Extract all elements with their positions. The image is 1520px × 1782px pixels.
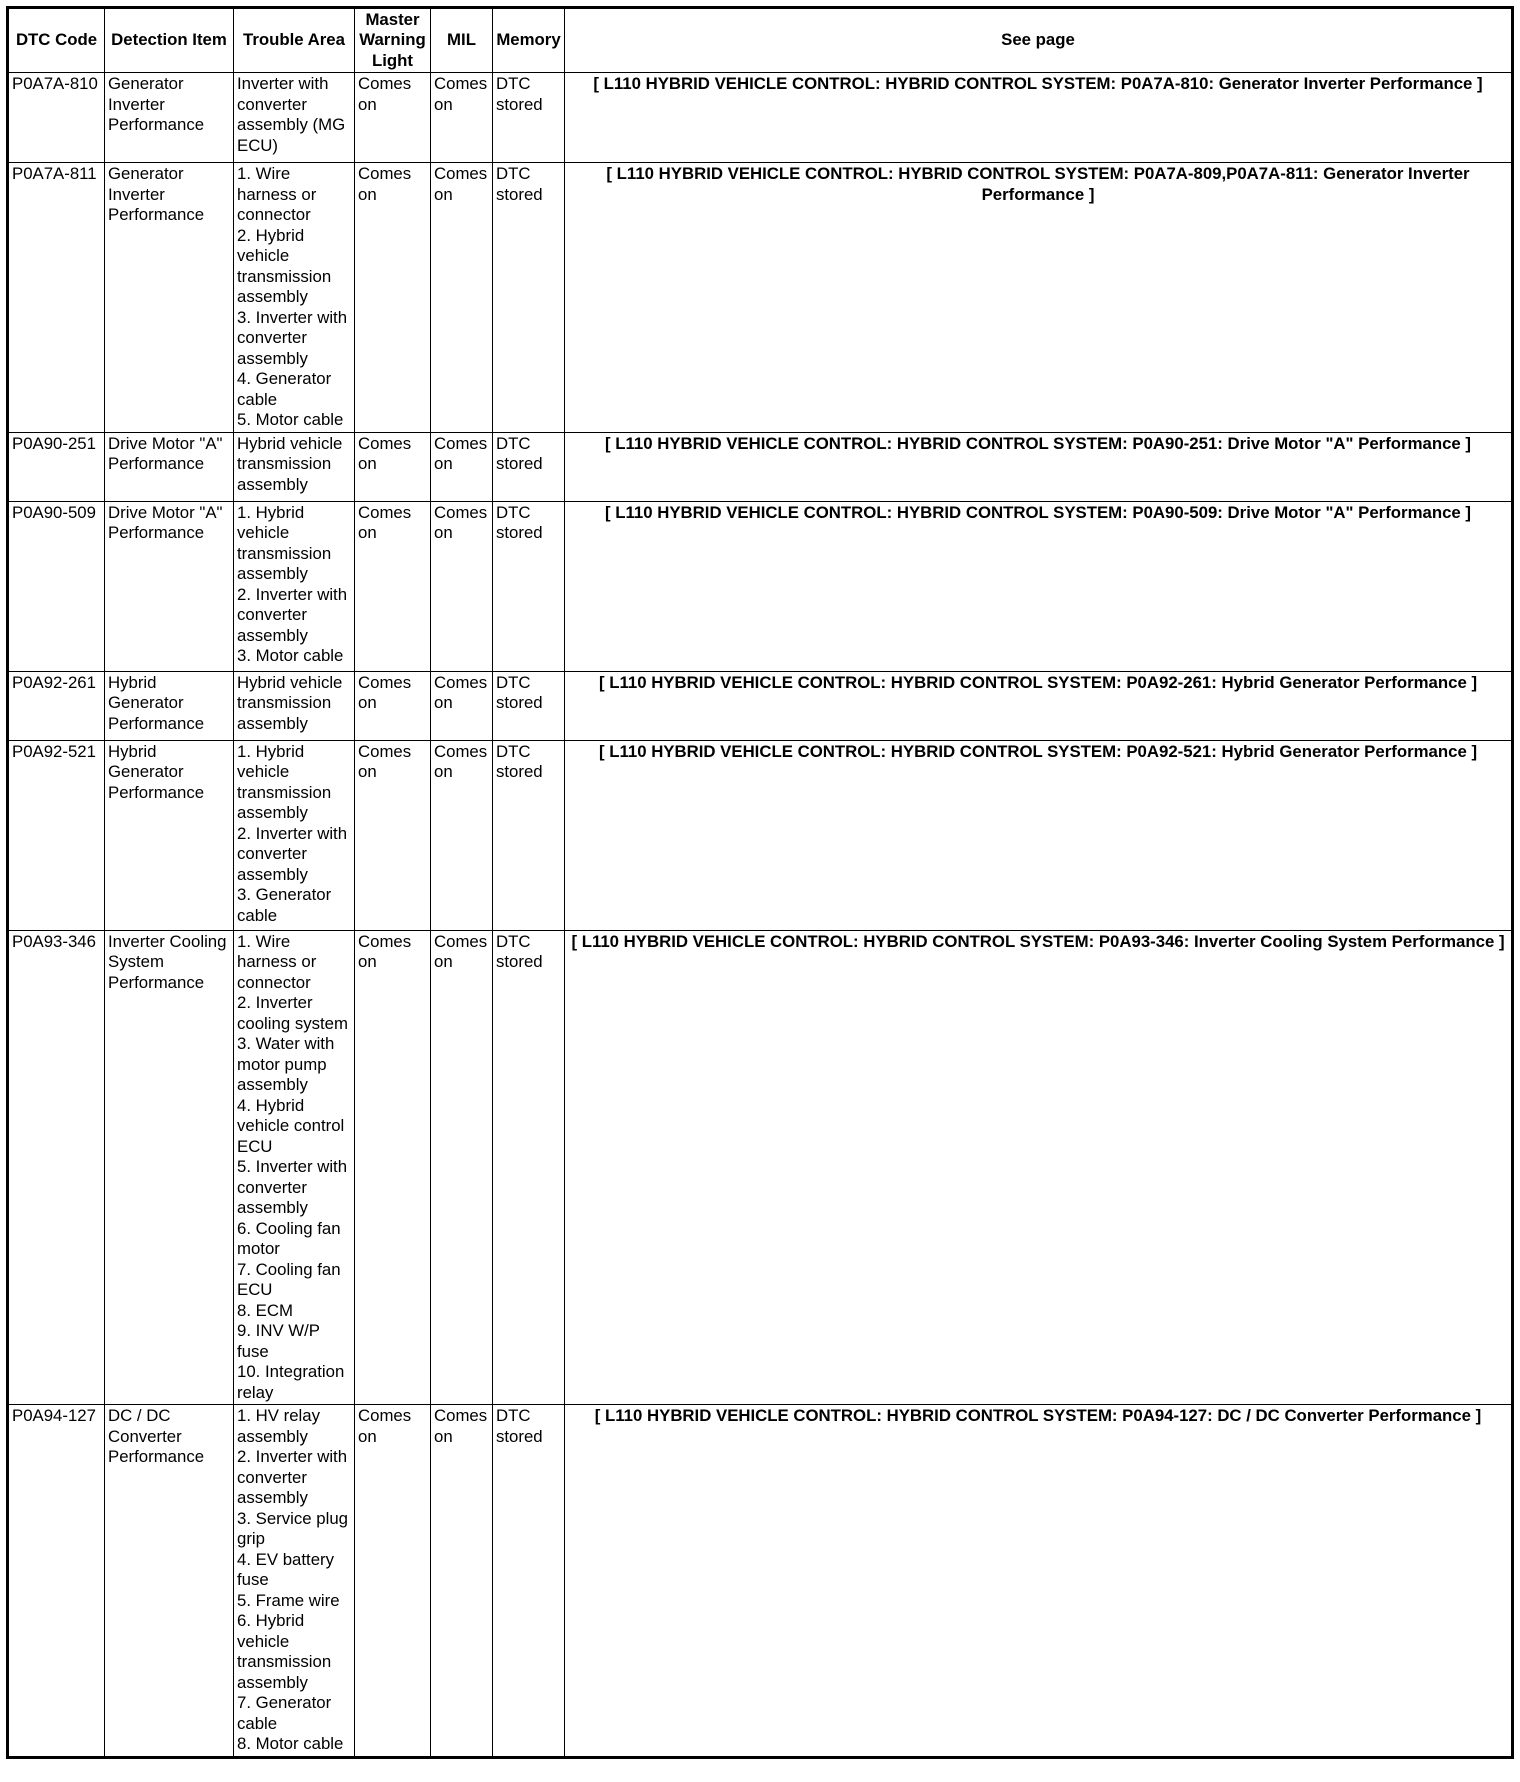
table-row <box>8 740 1513 930</box>
memory-cell: DTC stored <box>493 163 565 433</box>
memory-cell: DTC stored <box>493 501 565 671</box>
see-page-link[interactable]: [ L110 HYBRID VEHICLE CONTROL: HYBRID CONTROL SYSTEM: P0A94-127: DC / DC Converter Performance ] <box>565 1405 1513 1758</box>
master-warning-light-cell: Comes on <box>355 930 431 1405</box>
see-page-link[interactable]: [ L110 HYBRID VEHICLE CONTROL: HYBRID CONTROL SYSTEM: P0A92-261: Hybrid Generator Performance ] <box>565 671 1513 740</box>
table-row <box>8 671 1513 740</box>
trouble-area-item: 1. HV relay assembly <box>237 1406 321 1446</box>
table-row <box>8 73 1513 163</box>
mil-cell: Comes on <box>431 163 493 433</box>
trouble-area-item: 3. Inverter with converter assembly <box>237 307 348 368</box>
memory-cell: DTC stored <box>493 73 565 163</box>
header-row <box>8 8 1513 73</box>
trouble-area-item: 1. Hybrid vehicle transmission assembly <box>237 741 332 822</box>
dtc-table-container <box>6 6 1514 1759</box>
trouble-area-item: 6. Hybrid vehicle transmission assembly <box>237 1611 332 1692</box>
trouble-area-cell <box>234 501 355 671</box>
trouble-area-item: 2. Inverter with converter assembly <box>237 823 348 884</box>
table-row <box>8 1405 1513 1758</box>
see-page-link[interactable]: [ L110 HYBRID VEHICLE CONTROL: HYBRID CONTROL SYSTEM: P0A93-346: Inverter Cooling System Performance ] <box>565 930 1513 1405</box>
master-warning-light-cell: Comes on <box>355 1405 431 1758</box>
trouble-area-item: 7. Generator cable <box>237 1693 332 1733</box>
trouble-area-item: 8. ECM <box>237 1300 293 1320</box>
trouble-area-item: 3. Generator cable <box>237 885 332 925</box>
trouble-area-cell <box>234 163 355 433</box>
master-warning-light-cell: Comes on <box>355 501 431 671</box>
trouble-area-item: 4. Hybrid vehicle control ECU <box>237 1095 345 1156</box>
trouble-area-item: 10. Integration relay <box>237 1362 345 1402</box>
trouble-area-item: 5. Inverter with converter assembly <box>237 1157 348 1217</box>
detection-item-cell: DC / DC Converter Performance <box>105 1405 234 1758</box>
see-page-link[interactable]: [ L110 HYBRID VEHICLE CONTROL: HYBRID CONTROL SYSTEM: P0A7A-809,P0A7A-811: Generator Inverter Performance ] <box>565 163 1513 433</box>
trouble-area-item: 5. Frame wire <box>237 1590 340 1610</box>
detection-item-cell: Drive Motor "A" Performance <box>105 432 234 501</box>
header-master-warning-light: Master Warning Light <box>355 8 431 73</box>
see-page-link[interactable]: [ L110 HYBRID VEHICLE CONTROL: HYBRID CONTROL SYSTEM: P0A90-251: Drive Motor "A" Performance ] <box>565 432 1513 501</box>
trouble-area-cell <box>234 930 355 1405</box>
trouble-area-item: 2. Inverter with converter assembly <box>237 1447 348 1507</box>
detection-item-cell: Hybrid Generator Performance <box>105 740 234 930</box>
table-row <box>8 163 1513 433</box>
trouble-area-item: 1. Wire harness or connector <box>237 931 317 992</box>
dtc-code-cell: P0A7A-811 <box>8 163 105 433</box>
memory-cell: DTC stored <box>493 432 565 501</box>
memory-cell: DTC stored <box>493 740 565 930</box>
trouble-area-cell <box>234 671 355 740</box>
detection-item-cell: Generator Inverter Performance <box>105 163 234 433</box>
trouble-area-item: 4. EV battery fuse <box>237 1549 335 1589</box>
trouble-area-item: 2. Inverter cooling system <box>237 993 348 1033</box>
trouble-area-cell <box>234 432 355 501</box>
table-row <box>8 432 1513 501</box>
detection-item-cell: Drive Motor "A" Performance <box>105 501 234 671</box>
trouble-area-item: 9. INV W/P fuse <box>237 1321 320 1361</box>
dtc-code-cell: P0A90-509 <box>8 501 105 671</box>
trouble-area-item: 1. Hybrid vehicle transmission assembly <box>237 502 332 583</box>
trouble-area-item: 3. Service plug grip <box>237 1508 349 1548</box>
master-warning-light-cell: Comes on <box>355 740 431 930</box>
mil-cell: Comes on <box>431 671 493 740</box>
trouble-area-item: 7. Cooling fan ECU <box>237 1259 341 1299</box>
master-warning-light-cell: Comes on <box>355 163 431 433</box>
header-detection-item: Detection Item <box>105 8 234 73</box>
trouble-area-item: 4. Generator cable <box>237 369 332 409</box>
dtc-code-cell: P0A7A-810 <box>8 73 105 163</box>
trouble-area-cell <box>234 740 355 930</box>
master-warning-light-cell: Comes on <box>355 73 431 163</box>
trouble-area-item: 2. Hybrid vehicle transmission assembly <box>237 225 332 306</box>
trouble-area-item: 3. Motor cable <box>237 646 344 665</box>
dtc-code-cell: P0A92-521 <box>8 740 105 930</box>
trouble-area-cell <box>234 1405 355 1758</box>
dtc-code-cell: P0A92-261 <box>8 671 105 740</box>
see-page-link[interactable]: [ L110 HYBRID VEHICLE CONTROL: HYBRID CONTROL SYSTEM: P0A7A-810: Generator Inverter Performance ] <box>565 73 1513 163</box>
trouble-area-item: 5. Motor cable <box>237 410 344 429</box>
memory-cell: DTC stored <box>493 671 565 740</box>
memory-cell: DTC stored <box>493 1405 565 1758</box>
dtc-table-body <box>8 73 1513 1758</box>
dtc-code-cell: P0A94-127 <box>8 1405 105 1758</box>
trouble-area-item: 1. Wire harness or connector <box>237 164 317 224</box>
mil-cell: Comes on <box>431 432 493 501</box>
header-dtc-code: DTC Code <box>8 8 105 73</box>
detection-item-cell: Inverter Cooling System Performance <box>105 930 234 1405</box>
header-trouble-area: Trouble Area <box>234 8 355 73</box>
detection-item-cell: Generator Inverter Performance <box>105 73 234 163</box>
dtc-code-cell: P0A90-251 <box>8 432 105 501</box>
trouble-area-item: Hybrid vehicle transmission assembly <box>237 672 343 733</box>
see-page-link[interactable]: [ L110 HYBRID VEHICLE CONTROL: HYBRID CONTROL SYSTEM: P0A92-521: Hybrid Generator Performance ] <box>565 740 1513 930</box>
see-page-link[interactable]: [ L110 HYBRID VEHICLE CONTROL: HYBRID CONTROL SYSTEM: P0A90-509: Drive Motor "A" Performance ] <box>565 501 1513 671</box>
trouble-area-cell <box>234 73 355 163</box>
table-row <box>8 501 1513 671</box>
header-memory: Memory <box>493 8 565 73</box>
master-warning-light-cell: Comes on <box>355 671 431 740</box>
trouble-area-item: Hybrid vehicle transmission assembly <box>237 433 343 494</box>
detection-item-cell: Hybrid Generator Performance <box>105 671 234 740</box>
master-warning-light-cell: Comes on <box>355 432 431 501</box>
trouble-area-item: 8. Motor cable <box>237 1734 344 1753</box>
mil-cell: Comes on <box>431 73 493 163</box>
trouble-area-item: 3. Water with motor pump assembly <box>237 1034 335 1094</box>
table-row <box>8 930 1513 1405</box>
header-mil: MIL <box>431 8 493 73</box>
dtc-code-cell: P0A93-346 <box>8 930 105 1405</box>
mil-cell: Comes on <box>431 740 493 930</box>
trouble-area-item: 2. Inverter with converter assembly <box>237 584 348 645</box>
trouble-area-item: Inverter with converter assembly (MG ECU) <box>237 74 346 155</box>
dtc-table <box>6 6 1514 1759</box>
mil-cell: Comes on <box>431 501 493 671</box>
mil-cell: Comes on <box>431 1405 493 1758</box>
mil-cell: Comes on <box>431 930 493 1405</box>
trouble-area-item: 6. Cooling fan motor <box>237 1218 341 1258</box>
memory-cell: DTC stored <box>493 930 565 1405</box>
header-see-page: See page <box>565 8 1513 73</box>
